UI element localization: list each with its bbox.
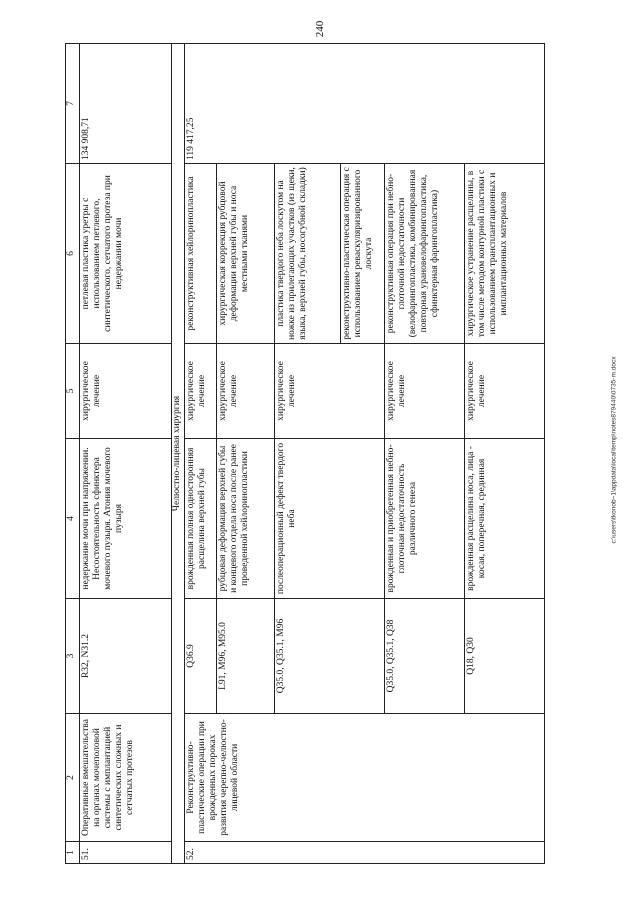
treatment-method: хирургическое устранение расщелины, в том числе методом контурной пластики с использованием трансплантационных и имплантационных материалов — [465, 164, 545, 344]
norm-cost: 119 417,25 — [185, 44, 545, 164]
treatment-method: реконструктивная хейлоринопластика — [185, 164, 217, 344]
procedure-group-name: Реконструктивно-пластические операции при врожденных пороках развития черепно-челюстно-лицевой области — [185, 714, 545, 842]
col-header-7: 7 — [66, 44, 80, 164]
treatment-method: хирургическая коррекция рубцовой деформации верхней губы и носа местными тканями — [217, 164, 275, 344]
icd-codes: R32, N31.2 — [80, 599, 172, 714]
header-row — [66, 44, 80, 864]
treatment-type: хирургическое лечение — [385, 344, 465, 439]
treatment-type: хирургическое лечение — [465, 344, 545, 439]
icd-codes: Q35.0, Q35.1, M96 — [275, 599, 385, 714]
file-path-footer: c:\users\tkonob~1\appdata\local\temp\notes879440\0735-m.docx — [610, 356, 618, 544]
icd-codes: Q35.0, Q35.1, Q38 — [385, 599, 465, 714]
treatment-type: хирургическое лечение — [275, 344, 385, 439]
treatment-method: реконструктивная операция при небно-глоточной недостаточности (велофарингопластика, комбинированная повторная урановелофарингопластика, сфинктерная фарингопластика) — [385, 164, 465, 344]
col-header-3: 3 — [66, 599, 80, 714]
col-header-2: 2 — [66, 714, 80, 842]
patient-model: рубцовая деформация верхней губы и концевого отдела носа после ранее проведенной хейлоринопластики — [217, 439, 275, 599]
col-header-1: 1 — [66, 842, 80, 864]
row-number: 52. — [185, 842, 545, 864]
treatment-type: хирургическое лечение — [217, 344, 275, 439]
patient-model: послеоперационный дефект твердого неба — [275, 439, 385, 599]
treatment-type: хирургическое лечение — [80, 344, 172, 439]
treatment-type: хирургическое лечение — [185, 344, 217, 439]
row-number: 51. — [80, 842, 172, 864]
patient-model: врожденная и приобретенная небно-глоточная недостаточность различного генеза — [385, 439, 465, 599]
icd-codes: Q36.9 — [185, 599, 217, 714]
procedure-group-name: Оперативные вмешательства на органах мочеполовой системы с имплантацией синтетических сложных и сетчатых протезов — [80, 714, 172, 842]
norm-cost: 134 908,71 — [80, 44, 172, 164]
treatment-method: реконструктивно-пластическая операция с использованием реваскуляризированного лоскута — [341, 164, 385, 344]
section-title: Челюстно-лицевая хирургия — [172, 44, 185, 864]
rotated-page-content — [65, 44, 575, 864]
treatment-method: петлевая пластика уретры с использованием петлевого, синтетического, сетчатого протеза при недержании мочи — [80, 164, 172, 344]
procedures-table — [65, 43, 545, 864]
section-row — [172, 44, 185, 864]
icd-codes: L91, M96, M95.0 — [217, 599, 275, 714]
col-header-6: 6 — [66, 164, 80, 344]
page-number: 240 — [314, 20, 326, 38]
treatment-method: пластика твердого неба лоскутом на ножке из прилегающих участков (из щеки, языка, верхней губы, носогубной складки) — [275, 164, 341, 344]
icd-codes: Q18, Q30 — [465, 599, 545, 714]
patient-model: врожденная полная односторонняя расщелина верхней губы — [185, 439, 217, 599]
table-row — [80, 44, 172, 864]
col-header-4: 4 — [66, 439, 80, 599]
table-row — [185, 44, 217, 864]
patient-model: недержание мочи при напряжении. Несостоятельность сфинктера мочевого пузыря. Атония мочевого пузыря — [80, 439, 172, 599]
col-header-5: 5 — [66, 344, 80, 439]
patient-model: врожденная расщелина носа, лица - косая, поперечная, срединная — [465, 439, 545, 599]
